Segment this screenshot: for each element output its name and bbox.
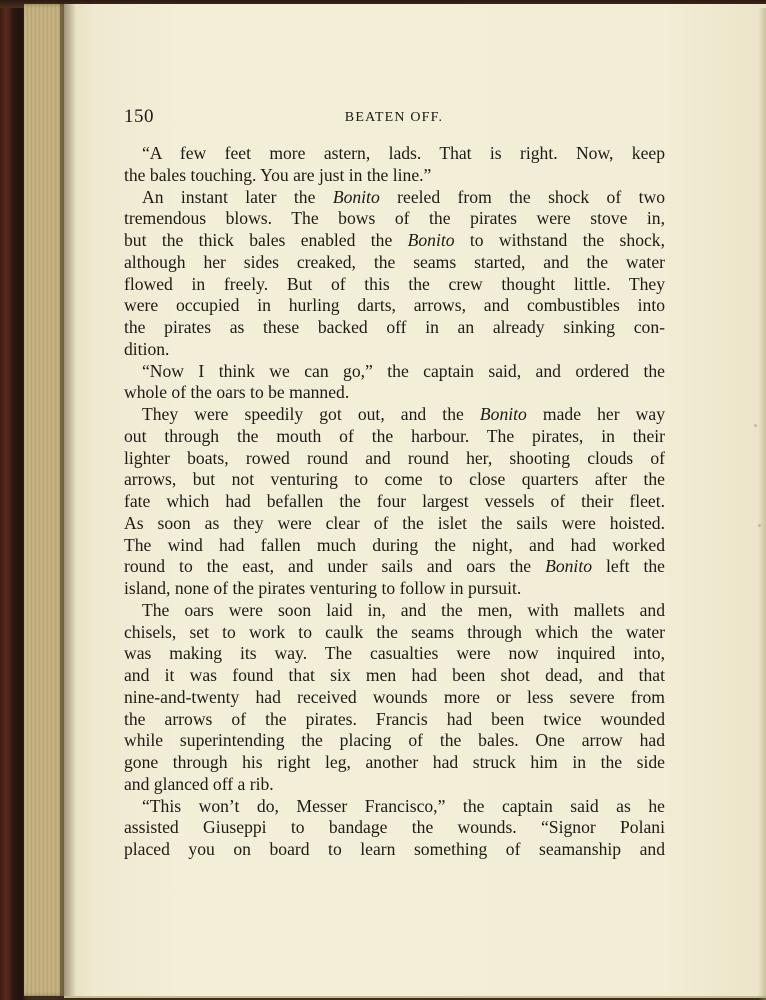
text-segment: flowed in freely. But of this the crew thought little. They <box>124 273 665 294</box>
paper-speck <box>754 424 757 427</box>
text-line <box>124 382 665 404</box>
text-segment: dition. <box>124 338 170 359</box>
text-segment: out through the mouth of the harbour. The pirates, in their <box>124 425 665 446</box>
running-head-title: BEATEN OFF. <box>344 110 444 125</box>
text-line <box>124 513 665 535</box>
text-segment: The wind had fallen much during the night, and had worked <box>124 534 665 555</box>
text-line <box>124 208 665 230</box>
text-line <box>124 317 665 339</box>
text-segment: left the <box>592 556 665 577</box>
text-segment: while superintending the placing of the bales. One arrow had <box>124 730 665 751</box>
text-segment: An instant later the <box>142 186 333 207</box>
text-segment: tremendous blows. The bows of the pirates were stove in, <box>124 208 665 229</box>
text-line <box>124 839 665 861</box>
body-text <box>124 143 665 861</box>
text-segment: the bales touching. You are just in the line.” <box>124 164 432 185</box>
text-segment: was making its way. The casualties were now inquired into, <box>124 643 665 664</box>
text-line <box>124 556 665 578</box>
italic-ship-name: Bonito <box>545 556 593 577</box>
text-line <box>124 687 665 709</box>
text-line <box>124 404 665 426</box>
text-line <box>124 796 665 818</box>
text-line <box>124 752 665 774</box>
text-segment: were occupied in hurling darts, arrows, and combustibles into <box>124 295 665 316</box>
text-line <box>124 622 665 644</box>
text-line <box>124 730 665 752</box>
text-line <box>124 187 665 209</box>
text-line <box>124 361 665 383</box>
text-segment: nine-and-twenty had received wounds more or less severe from <box>124 686 665 707</box>
text-segment: and glanced off a rib. <box>124 773 274 794</box>
text-line <box>124 469 665 491</box>
text-line <box>124 230 665 252</box>
text-line <box>124 339 665 361</box>
text-line <box>124 143 665 165</box>
text-line <box>124 709 665 731</box>
text-line <box>124 274 665 296</box>
text-line <box>124 600 665 622</box>
text-segment: island, none of the pirates venturing to follow in pursuit. <box>124 578 522 598</box>
text-line <box>124 448 665 470</box>
text-segment: The oars were soon laid in, and the men, with mallets and <box>142 599 665 620</box>
text-segment: the arrows of the pirates. Francis had been twice wounded <box>124 708 665 729</box>
page-number: 150 <box>124 106 154 127</box>
text-line <box>124 643 665 665</box>
text-segment: gone through his right leg, another had struck him in the side <box>124 752 665 772</box>
text-segment: but the thick bales enabled the <box>124 230 408 250</box>
text-segment: made her way <box>526 404 665 424</box>
page-right-edge <box>758 8 766 1000</box>
text-segment: “A few feet more astern, lads. That is right. Now, keep <box>142 143 665 163</box>
gutter-shadow <box>60 4 76 996</box>
text-line <box>124 774 665 796</box>
text-segment: As soon as they were clear of the islet the sails were hoisted. <box>124 512 665 533</box>
text-line <box>124 426 665 448</box>
text-segment: chisels, set to work to caulk the seams through which the water <box>124 621 665 642</box>
text-segment: placed you on board to learn something of seamanship and <box>124 839 665 859</box>
text-line <box>124 535 665 557</box>
text-line <box>124 578 665 600</box>
text-segment: to withstand the shock, <box>454 230 665 250</box>
text-line <box>124 491 665 513</box>
text-segment: “Now I think we can go,” the captain said, and ordered the <box>142 360 665 381</box>
text-segment: fate which had befallen the four largest vessels of their fleet. <box>124 491 665 511</box>
text-segment: round to the east, and under sails and oars the <box>124 556 546 577</box>
text-segment: arrows, but not venturing to come to close quarters after the <box>124 469 665 490</box>
text-segment: “This won’t do, Messer Francisco,” the captain said as he <box>142 795 665 816</box>
text-segment: They were speedily got out, and the <box>142 404 480 424</box>
italic-ship-name: Bonito <box>479 404 527 424</box>
text-segment: although her sides creaked, the seams started, and the water <box>124 251 665 272</box>
running-head <box>124 106 664 130</box>
text-segment: the pirates as these backed off in an already sinking con- <box>124 317 665 337</box>
text-segment: reeled from the shock of two <box>379 186 665 207</box>
text-line <box>124 252 665 274</box>
text-line <box>124 295 665 317</box>
text-line <box>124 165 665 187</box>
italic-ship-name: Bonito <box>332 186 380 207</box>
text-line <box>124 817 665 839</box>
text-segment: whole of the oars to be manned. <box>124 382 350 403</box>
italic-ship-name: Bonito <box>407 230 455 250</box>
text-segment: and it was found that six men had been shot dead, and that <box>124 665 665 685</box>
text-segment: lighter boats, rowed round and round her, shooting clouds of <box>124 447 665 468</box>
text-line <box>124 665 665 687</box>
text-segment: assisted Giuseppi to bandage the wounds. “Signor Polani <box>124 817 665 838</box>
